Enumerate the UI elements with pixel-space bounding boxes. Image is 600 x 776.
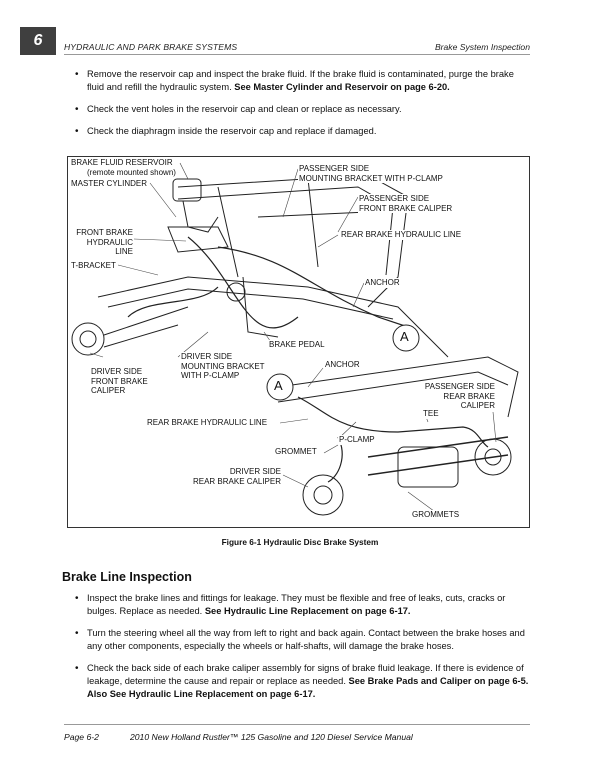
label-driver-front-caliper: DRIVER SIDE FRONT BRAKE CALIPER [91, 367, 148, 395]
label-driver-rear-caliper: DRIVER SIDE REAR BRAKE CALIPER [178, 467, 282, 486]
label-passenger-front-caliper: PASSENGER SIDE FRONT BRAKE CALIPER [359, 194, 453, 213]
label-rear-hydraulic-line-bottom: REAR BRAKE HYDRAULIC LINE [147, 418, 268, 427]
cross-reference: See Master Cylinder and Reservoir on page 6-20. [234, 82, 450, 92]
section-title: HYDRAULIC AND PARK BRAKE SYSTEMS [64, 42, 238, 52]
label-brake-fluid-reservoir: BRAKE FLUID RESERVOIR [71, 158, 173, 167]
marker-a-bottom: A [274, 378, 283, 393]
footer-divider [64, 724, 530, 725]
label-brake-pedal: BRAKE PEDAL [269, 340, 325, 349]
label-grommets: GROMMETS [412, 510, 460, 519]
list-item: • Inspect the brake lines and fittings for leakage. They must be flexible and free of leaks, cuts, cracks or bulges. Replace as needed. See Hydraulic Line Replacement on page 6-17. [74, 592, 530, 618]
label-anchor-top: ANCHOR [365, 278, 400, 287]
label-rear-hydraulic-line-top: REAR BRAKE HYDRAULIC LINE [341, 230, 462, 239]
cross-reference: See Brake Pads and Caliper on page 6-5. Also See Hydraulic Line Replacement on page 6-17. [87, 676, 529, 699]
figure-caption: Figure 6-1 Hydraulic Disc Brake System [221, 537, 379, 547]
label-master-cylinder: MASTER CYLINDER [71, 179, 148, 188]
label-p-clamp: P-CLAMP [339, 435, 375, 444]
manual-title: 2010 New Holland Rustler™ 125 Gasoline and 120 Diesel Service Manual [130, 732, 413, 742]
marker-a-top: A [400, 329, 409, 344]
label-passenger-rear-caliper: PASSENGER SIDE REAR BRAKE CALIPER [418, 382, 496, 411]
list-item: • Check the diaphragm inside the reservoir cap and replace if damaged. [74, 125, 530, 138]
label-anchor-bottom: ANCHOR [325, 360, 360, 369]
label-grommet: GROMMET [275, 447, 317, 456]
label-t-bracket: T-BRACKET [71, 261, 116, 270]
page-topic: Brake System Inspection [434, 42, 530, 52]
list-item: • Remove the reservoir cap and inspect the brake fluid. If the brake fluid is contaminated, purge the brake fluid and refill the hydraulic system. See Master Cylinder and Reservoir on page 6-20. [74, 68, 530, 94]
hydraulic-brake-figure [67, 156, 530, 528]
header-divider [64, 54, 530, 55]
chapter-tab: 6 [20, 27, 56, 55]
page-number: Page 6-2 [64, 732, 99, 742]
label-reservoir-note: (remote mounted shown) [87, 168, 176, 177]
list-item: • Check the back side of each brake caliper assembly for signs of brake fluid leakage. If there is evidence of leakage, determine the cause and repair or replace as needed. See Brake Pads and Caliper on page 6-5. Also See Hydraulic Line Replacement on page 6-17. [74, 662, 530, 701]
label-driver-mounting-bracket: DRIVER SIDE MOUNTING BRACKET WITH P-CLAMP [181, 352, 265, 380]
label-passenger-mounting-bracket: PASSENGER SIDE MOUNTING BRACKET WITH P-CLAMP [299, 164, 443, 183]
label-front-brake-line: FRONT BRAKE HYDRAULIC LINE [70, 228, 134, 257]
intro-bullet-list [74, 68, 530, 147]
list-item: • Turn the steering wheel all the way from left to right and back again. Contact between the brake hoses and any other components, especially the wheels or half-shafts, will damage the brake hoses. [74, 627, 530, 653]
list-item: • Check the vent holes in the reservoir cap and clean or replace as necessary. [74, 103, 530, 116]
section-bullet-list [74, 592, 530, 710]
cross-reference: See Hydraulic Line Replacement on page 6-17. [204, 606, 411, 616]
section-heading: Brake Line Inspection [62, 570, 192, 584]
label-tee: TEE [423, 409, 439, 418]
